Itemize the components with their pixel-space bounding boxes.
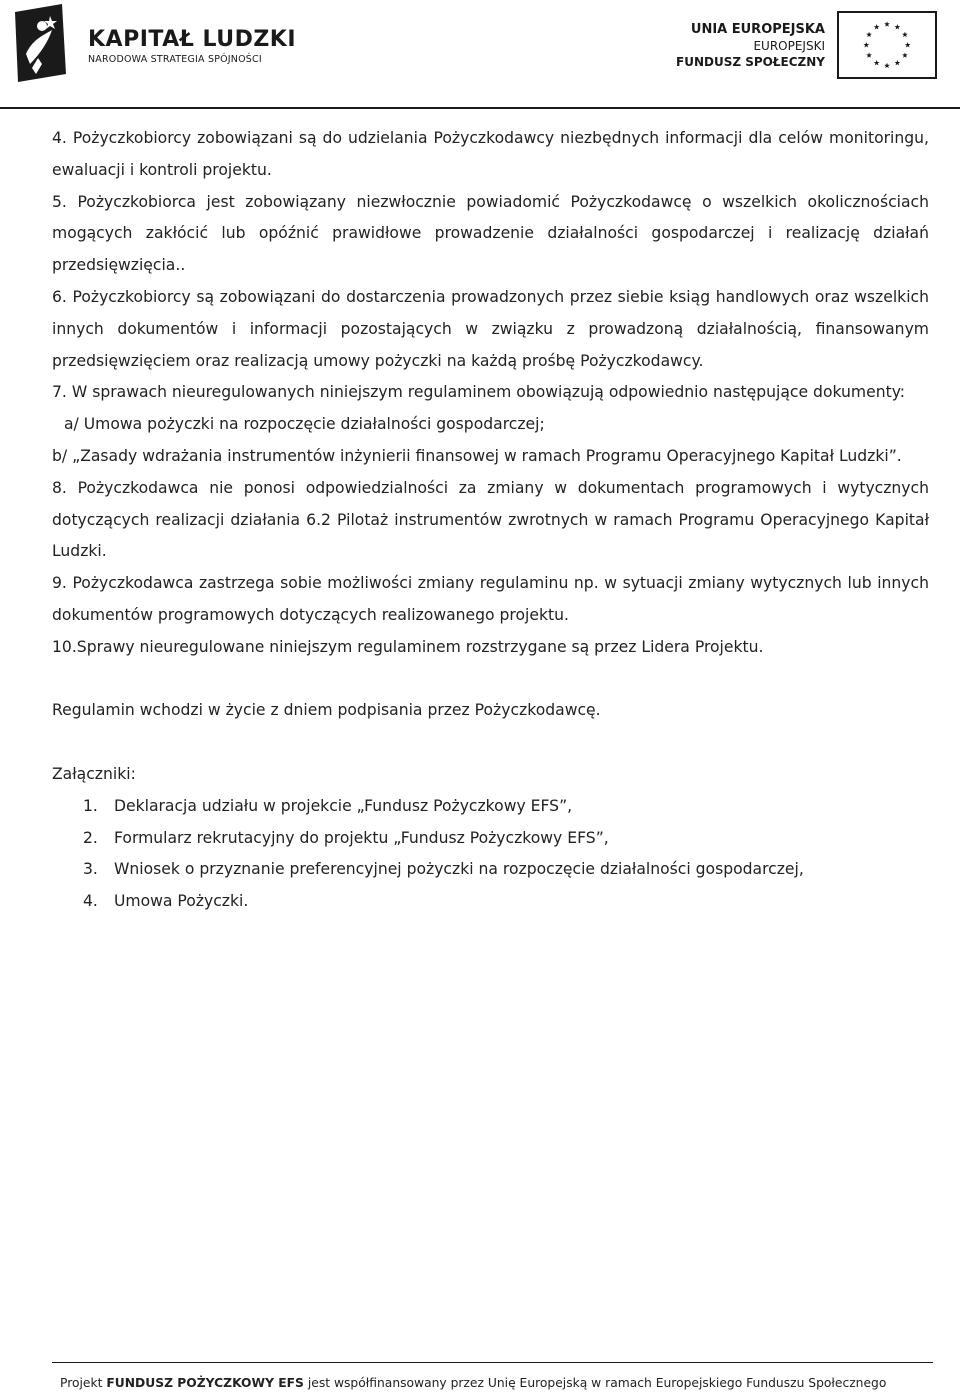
spacer xyxy=(52,727,929,759)
eu-star-icon xyxy=(866,52,872,57)
eu-star-icon xyxy=(894,24,900,29)
paragraph-7: 7. W sprawach nieuregulowanych niniejszym regulaminem obowiązują odpowiednio następujące dokumenty: xyxy=(52,383,906,402)
eu-star-icon xyxy=(866,32,872,37)
footer-suffix: jest współfinansowany przez Unię Europejską w ramach Europejskiego Funduszu Społecznego xyxy=(307,1376,887,1390)
list-item xyxy=(52,886,929,918)
list-item xyxy=(52,823,929,855)
eu-star-icon xyxy=(874,60,880,65)
eu-star-icon xyxy=(874,24,880,29)
attachments-list xyxy=(52,791,929,918)
effective-statement: Regulamin wchodzi w życie z dniem podpisania przez Pożyczkodawcę. xyxy=(52,701,601,720)
eu-star-icon xyxy=(863,42,869,47)
list-item-text: Deklaracja udziału w projekcie „Fundusz Pożyczkowy EFS”, xyxy=(114,796,573,815)
paragraph-9: 9. Pożyczkodawca zastrzega sobie możliwości zmiany regulaminu np. w sytuacji zmiany wytycznych lub innych dokumentów programowych dotyczących realizowanego projektu. xyxy=(52,574,929,624)
eu-line-1: UNIA EUROPEJSKA xyxy=(690,22,825,37)
paragraph-4: 4. Pożyczkobiorcy zobowiązani są do udzielania Pożyczkodawcy niezbędnych informacji dla celów monitoringu, ewaluacji i kontroli projektu. xyxy=(52,129,929,179)
eu-line-2: EUROPEJSKI xyxy=(753,39,825,53)
list-item-number: 1. xyxy=(83,796,98,815)
paragraph-6: 6. Pożyczkobiorcy są zobowiązani do dostarczenia prowadzonych przez siebie ksiąg handlowych oraz wszelkich innych dokumentów i informacji pozostających w związku z prowadzoną działalnością, finansowanym przedsięwzięciem oraz realizacją umowy pożyczki na każdą prośbę Pożyczkodawcy. xyxy=(52,287,929,370)
footer-prefix: Projekt xyxy=(60,1376,103,1390)
eu-star-icon xyxy=(884,63,890,68)
paragraph-7b: b/ „Zasady wdrażania instrumentów inżynierii finansowej w ramach Programu Operacyjnego Kapitał Ludzki”. xyxy=(52,446,902,465)
eu-text-block xyxy=(676,22,825,70)
kapital-ludzki-logo-icon xyxy=(12,2,68,82)
paragraph-7a: a/ Umowa pożyczki na rozpoczęcie działalności gospodarczej; xyxy=(64,415,545,434)
paragraph-5: 5. Pożyczkobiorca jest zobowiązany niezwłocznie powiadomić Pożyczkodawcę o wszelkich okolicznościach mogących zakłócić lub opóźnić prawidłowe prowadzenie działalności gospodarczej i realizację działań przedsięwzięcia.. xyxy=(52,192,929,275)
paragraph-8: 8. Pożyczkodawca nie ponosi odpowiedzialności za zmiany w dokumentach programowych i wytycznych dotyczących realizacji działania 6.2 Pilotaż instrumentów zwrotnych w ramach Programu Operacyjnego Kapitał Ludzki. xyxy=(52,478,929,561)
logo-title: KAPITAŁ LUDZKI xyxy=(88,27,297,52)
regulation-body xyxy=(52,123,929,918)
spacer xyxy=(52,664,929,696)
list-item-text: Wniosek o przyznanie preferencyjnej pożyczki na rozpoczęcie działalności gospodarczej, xyxy=(114,860,804,879)
footer-project-name: FUNDUSZ POŻYCZKOWY EFS xyxy=(106,1376,304,1390)
footer-divider xyxy=(52,1362,933,1363)
logo-subtitle: NARODOWA STRATEGIA SPÓJNOŚCI xyxy=(88,54,262,65)
eu-star-icon xyxy=(905,42,911,47)
list-item-number: 3. xyxy=(83,860,98,879)
attachments-label: Załączniki: xyxy=(52,764,136,783)
header-divider xyxy=(0,107,960,109)
eu-star-icon xyxy=(902,32,908,37)
page-footer xyxy=(60,1376,886,1390)
eu-star-icon xyxy=(902,52,908,57)
list-item-text: Formularz rekrutacyjny do projektu „Fundusz Pożyczkowy EFS”, xyxy=(114,828,609,847)
list-item xyxy=(52,854,929,886)
paragraph-10: 10.Sprawy nieuregulowane niniejszym regulaminem rozstrzygane są przez Lidera Projektu. xyxy=(52,637,764,656)
list-item-number: 4. xyxy=(83,892,98,911)
list-item xyxy=(52,791,929,823)
eu-line-3: FUNDUSZ SPOŁECZNY xyxy=(676,55,825,69)
eu-flag-icon xyxy=(837,11,937,79)
page-header xyxy=(0,0,960,108)
eu-star-icon xyxy=(894,60,900,65)
list-item-number: 2. xyxy=(83,828,98,847)
list-item-text: Umowa Pożyczki. xyxy=(114,892,249,911)
eu-star-icon xyxy=(884,21,890,26)
